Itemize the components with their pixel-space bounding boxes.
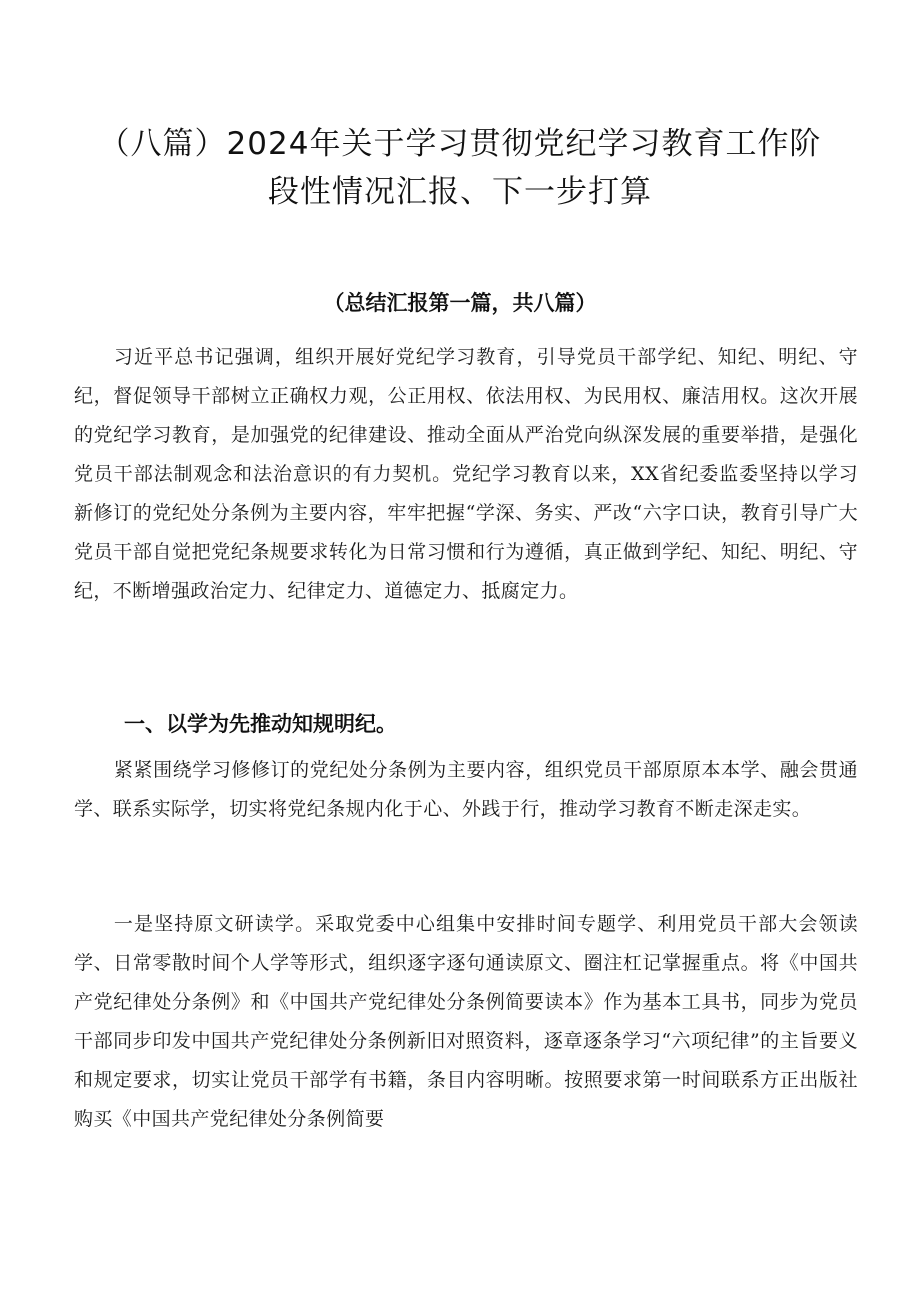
document-subtitle: （总结汇报第一篇，共八篇） bbox=[323, 291, 597, 315]
section-heading-1: 一、以学为先推动知规明纪。 bbox=[124, 712, 397, 736]
item-1-paragraph: 一是坚持原文研读学。采取党委中心组集中安排时间专题学、利用党员干部大会领读学、日常零散时间个人学等形式，组织逐字逐句通读原文、圈注杠记掌握重点。将《中国共产党纪律处分条例》和《中国共产党纪律处分条例简要读本》作为基本工具书，同步为党员干部同步印发中国共产党纪律处分条例新旧对照资料，逐章逐条学习“六项纪律”的主旨要义和规定要求，切实让党员干部学有书籍，条目内容明晰。按照要求第一时间联系方正出版社购买《中国共产党纪律处分条例简要 bbox=[74, 913, 858, 1130]
intro-paragraph: 习近平总书记强调，组织开展好党纪学习教育，引导党员干部学纪、知纪、明纪、守纪，督促领导干部树立正确权力观，公正用权、依法用权、为民用权、廉洁用权。这次开展的党纪学习教育，是加强党的纪律建设、推动全面从严治党向纵深发展的重要举措，是强化党员干部法制观念和法治意识的有力契机。党纪学习教育以来，XX省纪委监委坚持以学习新修订的党纪处分条例为主要内容，牢牢把握“学深、务实、严改“六字口诀，教育引导广大党员干部自觉把党纪条规要求转化为日常习惯和行为遵循，真正做到学纪、知纪、明纪、守纪，不断增强政治定力、纪律定力、道德定力、抵腐定力。 bbox=[74, 346, 858, 602]
document-title bbox=[70, 120, 850, 216]
title-line-2: 段性情况汇报、下一步打算 bbox=[268, 174, 652, 210]
title-line-1: （八篇）2024年关于学习贯彻党纪学习教育工作阶 bbox=[98, 126, 822, 162]
section-1-paragraph: 紧紧围绕学习修修订的党纪处分条例为主要内容，组织党员干部原原本本学、融会贯通学、联系实际学，切实将党纪条规内化于心、外践于行，推动学习教育不断走深走实。 bbox=[74, 759, 858, 820]
